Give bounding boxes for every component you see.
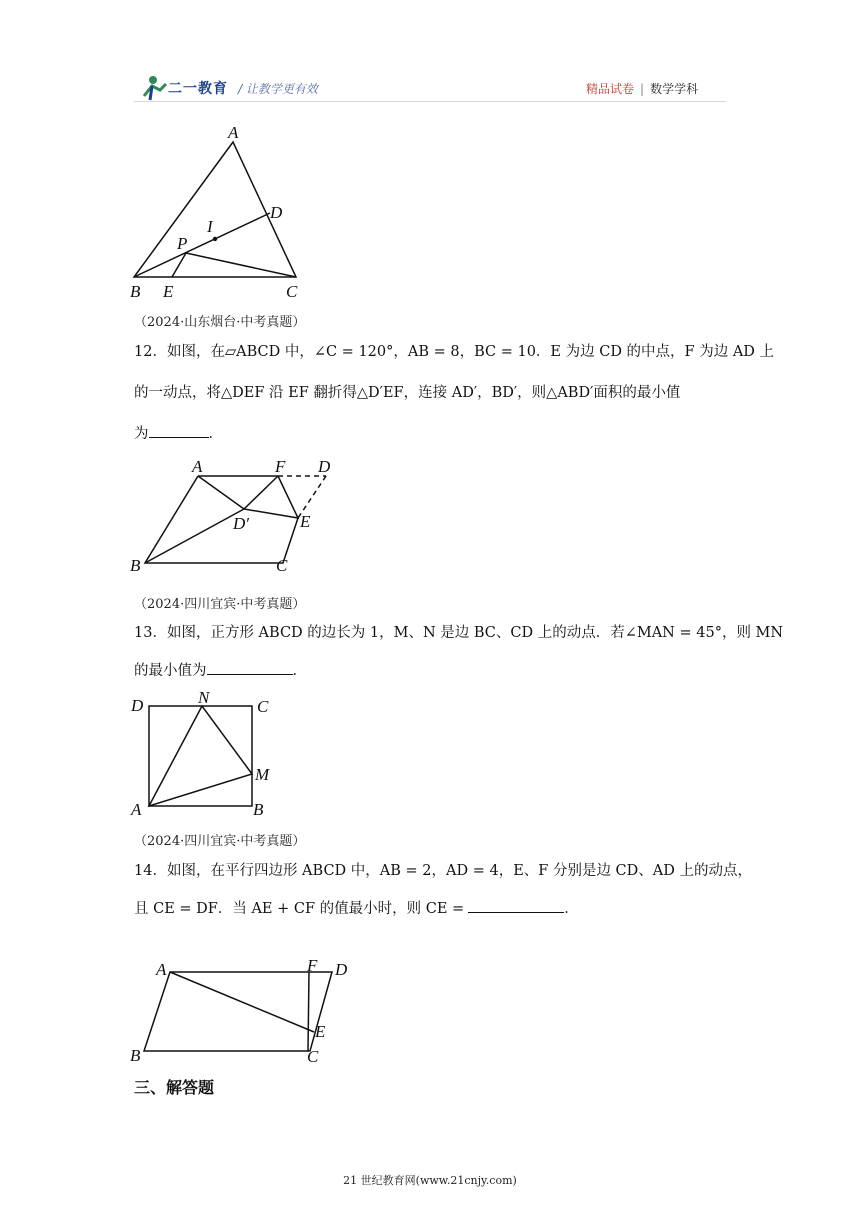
- figure-q13: [124, 686, 284, 821]
- q12-prefix: 为: [134, 426, 149, 442]
- label-c: C: [286, 282, 298, 301]
- q13-answer-blank: [207, 660, 293, 675]
- label-a: A: [228, 123, 239, 142]
- runner-logo-icon: [140, 74, 170, 104]
- label-a: A: [192, 457, 203, 476]
- triangle-amn: [149, 706, 252, 806]
- segment-bd-prime: [145, 509, 244, 563]
- brand-slogan: / 让教学更有效: [238, 82, 318, 96]
- label-d: D: [270, 203, 283, 222]
- segment-fc: [308, 972, 309, 1051]
- q12-line1: 12．如图，在▱ABCD 中，∠C = 120°，AB = 8，BC = 10．E 为边 CD 的中点，F 为边 AD 上: [134, 344, 775, 360]
- label-i: I: [207, 217, 213, 236]
- label-m: M: [255, 765, 270, 784]
- label-p: P: [177, 234, 188, 253]
- q13-line1: 13．如图，正方形 ABCD 的边长为 1，M、N 是边 BC、CD 上的动点．若∠MAN = 45°，则 MN: [134, 625, 784, 641]
- q12-line2: 的一动点，将△DEF 沿 EF 翻折得△D′EF，连接 AD′，BD′，则△ABD′面积的最小值: [134, 385, 681, 401]
- figure-q12: [120, 455, 350, 580]
- segment-ad-prime: [198, 476, 244, 509]
- q13-suffix: ．: [292, 663, 307, 679]
- label-e: E: [300, 512, 311, 531]
- point-i-dot: [213, 237, 217, 241]
- header-divider: [134, 101, 726, 102]
- header-tag-quality: 精品试卷: [586, 82, 635, 96]
- q14-line2: [134, 898, 579, 919]
- label-n: N: [198, 688, 210, 707]
- label-a: A: [156, 960, 167, 979]
- label-d: D: [318, 457, 331, 476]
- square-abcd: [149, 706, 252, 806]
- label-f: F: [275, 457, 286, 476]
- q12-line3: [134, 423, 223, 444]
- source-q12: （2024·四川宜宾·中考真题）: [134, 597, 306, 612]
- page-footer: 21 世纪教育网(www.21cnjy.com): [343, 1174, 517, 1187]
- section-title: 三、解答题: [134, 1078, 215, 1097]
- q14-suffix: ．: [564, 901, 579, 917]
- q12-suffix: ．: [208, 426, 223, 442]
- label-a: A: [131, 800, 142, 819]
- label-e: E: [163, 282, 174, 301]
- label-b: B: [253, 800, 264, 819]
- q13-line2: [134, 660, 307, 681]
- folded-triangle: [244, 476, 298, 518]
- label-d: D: [335, 960, 348, 979]
- brand-name: 二一教育: [168, 81, 228, 97]
- label-c: C: [276, 556, 288, 575]
- header-separator: |: [640, 82, 645, 96]
- segment-ae: [170, 972, 314, 1032]
- q12-answer-blank: [149, 423, 209, 438]
- label-c: C: [257, 697, 269, 716]
- label-d-prime: D′: [233, 514, 249, 533]
- label-b: B: [130, 1046, 141, 1065]
- label-b: B: [130, 282, 141, 301]
- label-d: D: [131, 696, 144, 715]
- header-tag-subject: 数学学科: [650, 82, 699, 96]
- label-e: E: [315, 1022, 326, 1041]
- label-c: C: [307, 1047, 319, 1066]
- figure-q14: [122, 952, 362, 1067]
- q14-prefix: 且 CE = DF．当 AE + CF 的值最小时，则 CE =: [134, 901, 465, 917]
- label-b: B: [130, 556, 141, 575]
- source-q11: （2024·山东烟台·中考真题）: [134, 315, 306, 330]
- parallelogram-abcd: [144, 972, 332, 1051]
- header-tags: [586, 80, 698, 97]
- segment-e-p-c: [172, 253, 296, 277]
- q14-line1: 14．如图，在平行四边形 ABCD 中，AB = 2，AD = 4，E、F 分别是边 CD、AD 上的动点，: [134, 863, 752, 879]
- q14-answer-blank: [468, 898, 564, 913]
- label-f: F: [307, 956, 318, 975]
- figure-q11: [120, 120, 320, 305]
- q13-prefix: 的最小值为: [134, 663, 207, 679]
- source-q13: （2024·四川宜宾·中考真题）: [134, 834, 306, 849]
